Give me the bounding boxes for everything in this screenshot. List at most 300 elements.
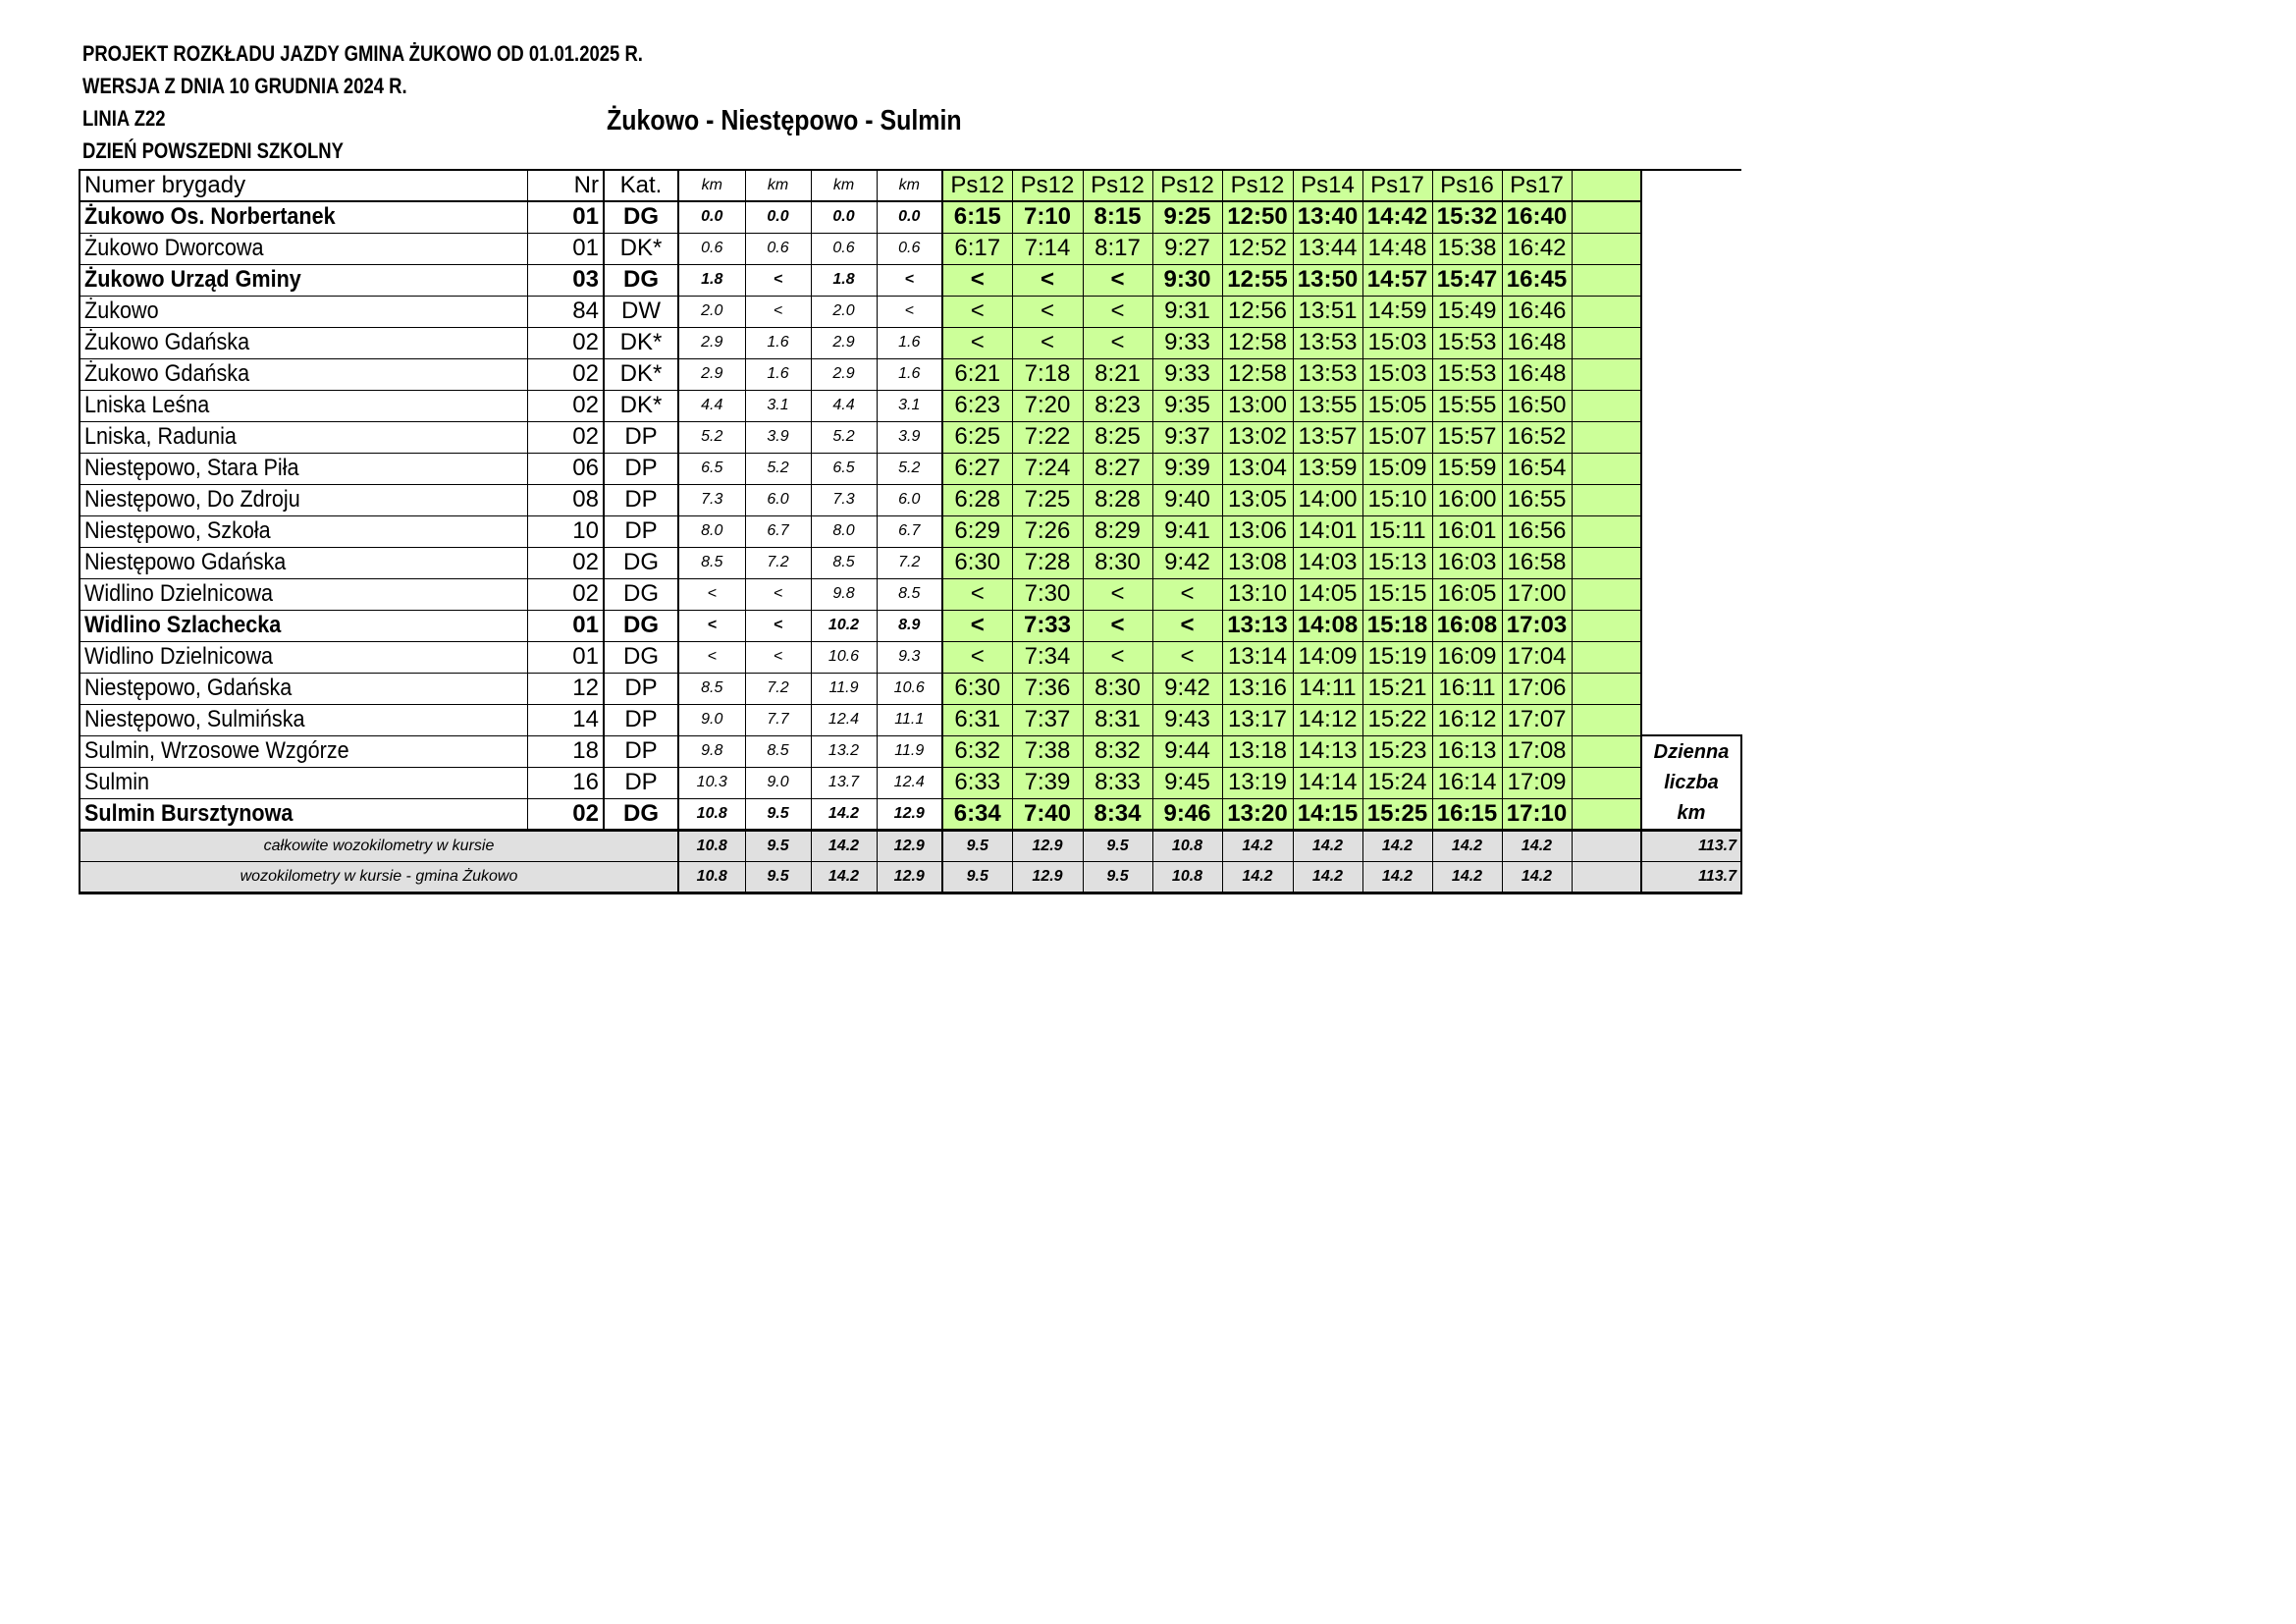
departure-time: 8:17 — [1083, 233, 1152, 264]
departure-time: 6:27 — [942, 453, 1012, 484]
departure-time — [1572, 641, 1641, 673]
departure-time: 14:08 — [1293, 610, 1362, 641]
departure-time: 9:43 — [1152, 704, 1222, 735]
stop-name: Niestępowo, Stara Piła — [80, 453, 527, 484]
table-row — [80, 358, 1741, 390]
departure-time: 6:30 — [942, 547, 1012, 578]
km-value: 6.7 — [745, 515, 811, 547]
header-brigade: Ps12 — [1083, 170, 1152, 201]
departure-time: 17:10 — [1502, 798, 1572, 830]
summary-value — [1572, 830, 1641, 861]
header-brigade: Ps12 — [1222, 170, 1293, 201]
departure-time: 15:22 — [1362, 704, 1432, 735]
departure-time: 15:32 — [1432, 201, 1502, 233]
stop-name: Sulmin, Wrzosowe Wzgórze — [80, 735, 527, 767]
line-number: LINIA Z22 — [82, 106, 166, 131]
departure-time: 14:00 — [1293, 484, 1362, 515]
km-value: 0.6 — [678, 233, 745, 264]
day-type: DZIEŃ POWSZEDNI SZKOLNY — [82, 138, 344, 163]
departure-time: 8:29 — [1083, 515, 1152, 547]
departure-time: 16:56 — [1502, 515, 1572, 547]
km-value: 5.2 — [678, 421, 745, 453]
departure-time: 9:37 — [1152, 421, 1222, 453]
stop-nr: 02 — [527, 547, 604, 578]
departure-time — [1572, 610, 1641, 641]
stop-nr: 06 — [527, 453, 604, 484]
departure-time: 9:27 — [1152, 233, 1222, 264]
departure-time: 8:23 — [1083, 390, 1152, 421]
departure-time: 15:10 — [1362, 484, 1432, 515]
km-value: 4.4 — [678, 390, 745, 421]
stop-nr: 01 — [527, 233, 604, 264]
summary-value: 10.8 — [1152, 830, 1222, 861]
stop-nr: 01 — [527, 610, 604, 641]
summary-km: 10.8 — [678, 830, 745, 861]
summary-km: 9.5 — [745, 861, 811, 893]
stop-nr: 02 — [527, 578, 604, 610]
table-row — [80, 578, 1741, 610]
departure-time — [1572, 201, 1641, 233]
stop-name: Sulmin — [80, 767, 527, 798]
row-spacer — [1641, 578, 1741, 610]
departure-time — [1572, 704, 1641, 735]
table-row — [80, 327, 1741, 358]
stop-category: DG — [604, 610, 678, 641]
stop-name: Widlino Dzielnicowa — [80, 578, 527, 610]
row-spacer — [1641, 201, 1741, 233]
departure-time: 7:14 — [1012, 233, 1083, 264]
km-value: 8.5 — [877, 578, 942, 610]
km-value: 7.2 — [877, 547, 942, 578]
table-row — [80, 515, 1741, 547]
stop-category: DP — [604, 515, 678, 547]
stop-nr: 08 — [527, 484, 604, 515]
departure-time: 7:30 — [1012, 578, 1083, 610]
departure-time: 17:08 — [1502, 735, 1572, 767]
departure-time: 16:14 — [1432, 767, 1502, 798]
departure-time: 15:25 — [1362, 798, 1432, 830]
departure-time: 14:05 — [1293, 578, 1362, 610]
summary-value: 9.5 — [942, 861, 1012, 893]
km-value: < — [678, 641, 745, 673]
header-brigade: Ps17 — [1502, 170, 1572, 201]
stop-nr: 01 — [527, 201, 604, 233]
km-value: 9.8 — [678, 735, 745, 767]
summary-value: 14.2 — [1222, 861, 1293, 893]
stop-nr: 02 — [527, 421, 604, 453]
km-value: 7.2 — [745, 673, 811, 704]
departure-time: 14:09 — [1293, 641, 1362, 673]
header-name: Numer brygady — [80, 170, 527, 201]
stop-nr: 16 — [527, 767, 604, 798]
stop-name: Lniska Leśna — [80, 390, 527, 421]
km-value: 8.0 — [678, 515, 745, 547]
header-km: km — [678, 170, 745, 201]
summary-row — [80, 830, 1741, 861]
km-value: 8.5 — [678, 673, 745, 704]
row-spacer — [1641, 453, 1741, 484]
departure-time: 6:17 — [942, 233, 1012, 264]
stop-category: DG — [604, 798, 678, 830]
summary-value: 9.5 — [1083, 861, 1152, 893]
departure-time: 13:51 — [1293, 296, 1362, 327]
km-value: 10.6 — [811, 641, 877, 673]
km-value: 1.8 — [678, 264, 745, 296]
departure-time: 6:25 — [942, 421, 1012, 453]
row-spacer — [1641, 515, 1741, 547]
header-row — [80, 170, 1741, 201]
departure-time: 14:01 — [1293, 515, 1362, 547]
km-value: 10.3 — [678, 767, 745, 798]
km-value: 10.8 — [678, 798, 745, 830]
stop-name: Żukowo Gdańska — [80, 358, 527, 390]
summary-value: 14.2 — [1362, 861, 1432, 893]
departure-time: 8:30 — [1083, 673, 1152, 704]
departure-time: 15:59 — [1432, 453, 1502, 484]
departure-time: 8:33 — [1083, 767, 1152, 798]
table-row — [80, 767, 1741, 798]
departure-time: 6:31 — [942, 704, 1012, 735]
departure-time: 14:12 — [1293, 704, 1362, 735]
departure-time: < — [942, 296, 1012, 327]
daily-km-label: km — [1641, 798, 1741, 830]
departure-time: 7:10 — [1012, 201, 1083, 233]
stop-nr: 02 — [527, 358, 604, 390]
km-value: 13.7 — [811, 767, 877, 798]
header-brigade: Ps14 — [1293, 170, 1362, 201]
departure-time: 9:41 — [1152, 515, 1222, 547]
stop-category: DG — [604, 547, 678, 578]
departure-time: 6:32 — [942, 735, 1012, 767]
departure-time: 13:02 — [1222, 421, 1293, 453]
header-brigade: Ps12 — [1152, 170, 1222, 201]
km-value: 1.8 — [811, 264, 877, 296]
km-value: 3.1 — [877, 390, 942, 421]
departure-time: 16:12 — [1432, 704, 1502, 735]
summary-km: 14.2 — [811, 861, 877, 893]
stop-category: DP — [604, 735, 678, 767]
stop-name: Niestępowo, Sulmińska — [80, 704, 527, 735]
departure-time: 8:32 — [1083, 735, 1152, 767]
stop-nr: 01 — [527, 641, 604, 673]
departure-time: 15:49 — [1432, 296, 1502, 327]
departure-time — [1572, 735, 1641, 767]
departure-time: 16:58 — [1502, 547, 1572, 578]
km-value: 10.2 — [811, 610, 877, 641]
departure-time: < — [1012, 264, 1083, 296]
departure-time: < — [1083, 264, 1152, 296]
km-value: 9.0 — [678, 704, 745, 735]
stop-name: Żukowo Dworcowa — [80, 233, 527, 264]
departure-time — [1572, 767, 1641, 798]
departure-time: 15:03 — [1362, 358, 1432, 390]
km-value: < — [877, 264, 942, 296]
departure-time: 13:57 — [1293, 421, 1362, 453]
daily-km-label: Dzienna — [1641, 735, 1741, 767]
departure-time: 14:15 — [1293, 798, 1362, 830]
departure-time: 12:52 — [1222, 233, 1293, 264]
departure-time: 8:27 — [1083, 453, 1152, 484]
departure-time: 8:21 — [1083, 358, 1152, 390]
km-value: 12.9 — [877, 798, 942, 830]
summary-value: 12.9 — [1012, 861, 1083, 893]
table-row — [80, 484, 1741, 515]
departure-time: 16:54 — [1502, 453, 1572, 484]
km-value: 3.9 — [877, 421, 942, 453]
departure-time: 16:08 — [1432, 610, 1502, 641]
table-row — [80, 798, 1741, 830]
km-value: 0.0 — [678, 201, 745, 233]
departure-time: 8:28 — [1083, 484, 1152, 515]
departure-time: 16:05 — [1432, 578, 1502, 610]
stop-category: DP — [604, 704, 678, 735]
departure-time: 14:13 — [1293, 735, 1362, 767]
km-value: 1.6 — [877, 327, 942, 358]
km-value: 5.2 — [877, 453, 942, 484]
departure-time: 13:14 — [1222, 641, 1293, 673]
km-value: 0.6 — [811, 233, 877, 264]
departure-time: 12:56 — [1222, 296, 1293, 327]
departure-time: 15:03 — [1362, 327, 1432, 358]
km-value: 8.5 — [811, 547, 877, 578]
departure-time: 14:42 — [1362, 201, 1432, 233]
km-value: 5.2 — [811, 421, 877, 453]
km-value: 9.5 — [745, 798, 811, 830]
departure-time — [1572, 453, 1641, 484]
departure-time — [1572, 390, 1641, 421]
departure-time — [1572, 578, 1641, 610]
stop-name: Niestępowo Gdańska — [80, 547, 527, 578]
departure-time: 7:20 — [1012, 390, 1083, 421]
departure-time: 8:31 — [1083, 704, 1152, 735]
km-value: 6.0 — [745, 484, 811, 515]
row-spacer — [1641, 484, 1741, 515]
departure-time — [1572, 421, 1641, 453]
km-value: 6.7 — [877, 515, 942, 547]
departure-time: 9:45 — [1152, 767, 1222, 798]
departure-time — [1572, 547, 1641, 578]
km-value: 0.0 — [745, 201, 811, 233]
stop-nr: 02 — [527, 327, 604, 358]
km-value: < — [745, 610, 811, 641]
km-value: 1.6 — [877, 358, 942, 390]
departure-time: 7:25 — [1012, 484, 1083, 515]
stop-category: DG — [604, 641, 678, 673]
timetable — [79, 169, 1742, 894]
departure-time: 9:40 — [1152, 484, 1222, 515]
km-value: 11.9 — [811, 673, 877, 704]
departure-time: < — [1083, 610, 1152, 641]
departure-time: 14:57 — [1362, 264, 1432, 296]
km-value: 0.0 — [811, 201, 877, 233]
km-value: 8.5 — [678, 547, 745, 578]
stop-category: DK* — [604, 390, 678, 421]
stop-nr: 02 — [527, 390, 604, 421]
departure-time: 12:58 — [1222, 358, 1293, 390]
departure-time: 6:30 — [942, 673, 1012, 704]
departure-time: 16:48 — [1502, 358, 1572, 390]
departure-time: 7:36 — [1012, 673, 1083, 704]
table-row — [80, 264, 1741, 296]
departure-time: 9:31 — [1152, 296, 1222, 327]
departure-time: 7:26 — [1012, 515, 1083, 547]
summary-value: 12.9 — [1012, 830, 1083, 861]
departure-time: < — [1083, 578, 1152, 610]
km-value: 12.4 — [877, 767, 942, 798]
summary-value: 14.2 — [1502, 861, 1572, 893]
departure-time: 15:53 — [1432, 358, 1502, 390]
header-km: km — [811, 170, 877, 201]
departure-time: 15:09 — [1362, 453, 1432, 484]
departure-time: 13:53 — [1293, 327, 1362, 358]
summary-value: 9.5 — [1083, 830, 1152, 861]
row-spacer — [1641, 296, 1741, 327]
departure-time: 6:15 — [942, 201, 1012, 233]
departure-time: 14:14 — [1293, 767, 1362, 798]
row-spacer — [1641, 641, 1741, 673]
summary-km: 12.9 — [877, 830, 942, 861]
departure-time: 7:40 — [1012, 798, 1083, 830]
departure-time: 12:58 — [1222, 327, 1293, 358]
km-value: 10.6 — [877, 673, 942, 704]
km-value: 6.5 — [678, 453, 745, 484]
departure-time: 13:00 — [1222, 390, 1293, 421]
header-brigade: Ps12 — [942, 170, 1012, 201]
stop-nr: 02 — [527, 798, 604, 830]
departure-time: 15:57 — [1432, 421, 1502, 453]
summary-value: 14.2 — [1293, 861, 1362, 893]
departure-time: 14:11 — [1293, 673, 1362, 704]
departure-time: 13:20 — [1222, 798, 1293, 830]
km-value: < — [745, 264, 811, 296]
km-value: 11.1 — [877, 704, 942, 735]
departure-time: 9:44 — [1152, 735, 1222, 767]
km-value: < — [745, 641, 811, 673]
table-row — [80, 704, 1741, 735]
departure-time: 7:33 — [1012, 610, 1083, 641]
km-value: < — [745, 578, 811, 610]
km-value: 0.0 — [877, 201, 942, 233]
km-value: 8.9 — [877, 610, 942, 641]
departure-time: 13:06 — [1222, 515, 1293, 547]
departure-time: 9:33 — [1152, 327, 1222, 358]
stop-name: Żukowo Urząd Gminy — [80, 264, 527, 296]
row-spacer — [1641, 421, 1741, 453]
row-spacer — [1641, 390, 1741, 421]
departure-time — [1572, 673, 1641, 704]
km-value: < — [678, 578, 745, 610]
table-row — [80, 421, 1741, 453]
departure-time: 6:21 — [942, 358, 1012, 390]
stop-category: DK* — [604, 358, 678, 390]
summary-km: 9.5 — [745, 830, 811, 861]
departure-time: 17:09 — [1502, 767, 1572, 798]
km-value: < — [678, 610, 745, 641]
departure-time: 15:55 — [1432, 390, 1502, 421]
km-value: 8.5 — [745, 735, 811, 767]
departure-time: 9:33 — [1152, 358, 1222, 390]
summary-total: 113.7 — [1641, 830, 1741, 861]
departure-time: < — [942, 578, 1012, 610]
km-value: 2.9 — [678, 358, 745, 390]
departure-time: 17:03 — [1502, 610, 1572, 641]
summary-value: 10.8 — [1152, 861, 1222, 893]
header-spacer — [1641, 170, 1741, 201]
km-value: 3.1 — [745, 390, 811, 421]
km-value: 3.9 — [745, 421, 811, 453]
stop-name: Żukowo Gdańska — [80, 327, 527, 358]
stop-nr: 03 — [527, 264, 604, 296]
summary-value — [1572, 861, 1641, 893]
km-value: 7.2 — [745, 547, 811, 578]
km-value: 5.2 — [745, 453, 811, 484]
summary-value: 9.5 — [942, 830, 1012, 861]
departure-time: 6:29 — [942, 515, 1012, 547]
stop-category: DP — [604, 484, 678, 515]
departure-time: < — [1012, 327, 1083, 358]
summary-label: całkowite wozokilometry w kursie — [80, 830, 678, 861]
departure-time: 17:06 — [1502, 673, 1572, 704]
header-brigade — [1572, 170, 1641, 201]
stop-category: DP — [604, 421, 678, 453]
km-value: 7.7 — [745, 704, 811, 735]
table-row — [80, 390, 1741, 421]
stop-name: Lniska, Radunia — [80, 421, 527, 453]
stop-nr: 18 — [527, 735, 604, 767]
departure-time: 15:15 — [1362, 578, 1432, 610]
departure-time: 16:52 — [1502, 421, 1572, 453]
departure-time: < — [1083, 296, 1152, 327]
departure-time: 13:04 — [1222, 453, 1293, 484]
summary-value: 14.2 — [1362, 830, 1432, 861]
departure-time: 16:45 — [1502, 264, 1572, 296]
departure-time: 16:01 — [1432, 515, 1502, 547]
departure-time: 16:11 — [1432, 673, 1502, 704]
departure-time: 9:39 — [1152, 453, 1222, 484]
departure-time: < — [1152, 610, 1222, 641]
departure-time: 14:59 — [1362, 296, 1432, 327]
departure-time: 7:24 — [1012, 453, 1083, 484]
header-kat: Kat. — [604, 170, 678, 201]
stop-name: Żukowo — [80, 296, 527, 327]
row-spacer — [1641, 264, 1741, 296]
departure-time: 13:50 — [1293, 264, 1362, 296]
table-row — [80, 641, 1741, 673]
row-spacer — [1641, 610, 1741, 641]
departure-time: < — [942, 327, 1012, 358]
header-km: km — [745, 170, 811, 201]
departure-time: 15:53 — [1432, 327, 1502, 358]
departure-time: 7:28 — [1012, 547, 1083, 578]
departure-time: 13:18 — [1222, 735, 1293, 767]
stop-nr: 10 — [527, 515, 604, 547]
stop-category: DK* — [604, 233, 678, 264]
stop-category: DP — [604, 767, 678, 798]
departure-time — [1572, 327, 1641, 358]
departure-time: 15:07 — [1362, 421, 1432, 453]
departure-time: 16:50 — [1502, 390, 1572, 421]
departure-time: 6:33 — [942, 767, 1012, 798]
departure-time — [1572, 358, 1641, 390]
km-value: 12.4 — [811, 704, 877, 735]
departure-time: 13:13 — [1222, 610, 1293, 641]
departure-time — [1572, 296, 1641, 327]
departure-time: 9:46 — [1152, 798, 1222, 830]
summary-km: 14.2 — [811, 830, 877, 861]
stop-category: DG — [604, 264, 678, 296]
km-value: 0.6 — [745, 233, 811, 264]
stop-nr: 14 — [527, 704, 604, 735]
